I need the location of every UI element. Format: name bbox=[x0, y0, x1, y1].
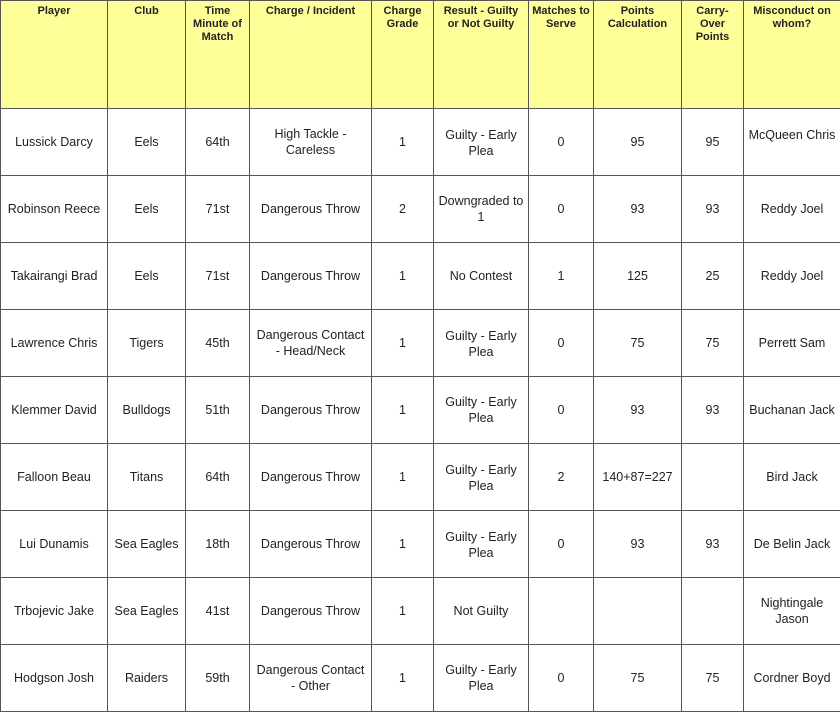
cell-result: Guilty - Early Plea bbox=[434, 310, 529, 377]
cell-carry-over: 25 bbox=[682, 243, 744, 310]
cell-carry-over: 75 bbox=[682, 310, 744, 377]
cell-club: Eels bbox=[108, 109, 186, 176]
cell-matches: 0 bbox=[529, 377, 594, 444]
cell-misconduct: Reddy Joel bbox=[744, 176, 840, 243]
header-matches-to-serve: Matches to Serve bbox=[529, 1, 594, 109]
header-carry-over-points: Carry-Over Points bbox=[682, 1, 744, 109]
cell-matches: 1 bbox=[529, 243, 594, 310]
header-points-calculation: Points Calculation bbox=[594, 1, 682, 109]
cell-charge: Dangerous Throw bbox=[250, 377, 372, 444]
cell-matches: 0 bbox=[529, 109, 594, 176]
cell-time: 71st bbox=[186, 176, 250, 243]
cell-grade: 2 bbox=[372, 176, 434, 243]
cell-carry-over: 93 bbox=[682, 511, 744, 578]
cell-result: Guilty - Early Plea bbox=[434, 109, 529, 176]
header-time-minute: Time Minute of Match bbox=[186, 1, 250, 109]
cell-points bbox=[594, 578, 682, 645]
cell-charge: Dangerous Contact - Head/Neck bbox=[250, 310, 372, 377]
cell-charge: Dangerous Throw bbox=[250, 444, 372, 511]
table-row bbox=[1, 578, 840, 645]
cell-club: Eels bbox=[108, 176, 186, 243]
cell-time: 59th bbox=[186, 645, 250, 712]
cell-grade: 1 bbox=[372, 444, 434, 511]
cell-misconduct: Bird Jack bbox=[744, 444, 840, 511]
cell-result: Guilty - Early Plea bbox=[434, 645, 529, 712]
cell-player: Takairangi Brad bbox=[1, 243, 108, 310]
cell-misconduct: McQueen Chris bbox=[744, 109, 840, 176]
cell-carry-over bbox=[682, 444, 744, 511]
cell-matches: 0 bbox=[529, 176, 594, 243]
cell-time: 51th bbox=[186, 377, 250, 444]
cell-charge: Dangerous Throw bbox=[250, 176, 372, 243]
cell-points: 93 bbox=[594, 511, 682, 578]
table-row bbox=[1, 511, 840, 578]
cell-player: Lui Dunamis bbox=[1, 511, 108, 578]
cell-misconduct: Reddy Joel bbox=[744, 243, 840, 310]
cell-carry-over: 93 bbox=[682, 377, 744, 444]
cell-matches bbox=[529, 578, 594, 645]
cell-misconduct: Cordner Boyd bbox=[744, 645, 840, 712]
cell-charge: Dangerous Contact - Other bbox=[250, 645, 372, 712]
cell-misconduct: Nightingale Jason bbox=[744, 578, 840, 645]
cell-charge: Dangerous Throw bbox=[250, 578, 372, 645]
table-row bbox=[1, 109, 840, 176]
cell-carry-over bbox=[682, 578, 744, 645]
header-row bbox=[1, 1, 840, 109]
cell-club: Eels bbox=[108, 243, 186, 310]
cell-points: 75 bbox=[594, 310, 682, 377]
cell-points: 93 bbox=[594, 377, 682, 444]
table-row bbox=[1, 645, 840, 712]
cell-grade: 1 bbox=[372, 310, 434, 377]
cell-points: 93 bbox=[594, 176, 682, 243]
cell-grade: 1 bbox=[372, 645, 434, 712]
header-charge-incident: Charge / Incident bbox=[250, 1, 372, 109]
cell-matches: 0 bbox=[529, 310, 594, 377]
cell-time: 64th bbox=[186, 109, 250, 176]
cell-club: Tigers bbox=[108, 310, 186, 377]
cell-player: Robinson Reece bbox=[1, 176, 108, 243]
cell-time: 18th bbox=[186, 511, 250, 578]
header-player: Player bbox=[1, 1, 108, 109]
cell-misconduct: De Belin Jack bbox=[744, 511, 840, 578]
cell-points: 125 bbox=[594, 243, 682, 310]
cell-points: 95 bbox=[594, 109, 682, 176]
cell-club: Titans bbox=[108, 444, 186, 511]
cell-result: Guilty - Early Plea bbox=[434, 511, 529, 578]
cell-carry-over: 93 bbox=[682, 176, 744, 243]
cell-time: 41st bbox=[186, 578, 250, 645]
cell-time: 45th bbox=[186, 310, 250, 377]
cell-result: Guilty - Early Plea bbox=[434, 444, 529, 511]
cell-grade: 1 bbox=[372, 511, 434, 578]
table-row bbox=[1, 377, 840, 444]
header-charge-grade: Charge Grade bbox=[372, 1, 434, 109]
cell-club: Sea Eagles bbox=[108, 511, 186, 578]
cell-player: Trbojevic Jake bbox=[1, 578, 108, 645]
cell-carry-over: 95 bbox=[682, 109, 744, 176]
cell-time: 71st bbox=[186, 243, 250, 310]
cell-misconduct: Buchanan Jack bbox=[744, 377, 840, 444]
cell-points: 140+87=227 bbox=[594, 444, 682, 511]
header-misconduct-on-whom: Misconduct on whom? bbox=[744, 1, 840, 109]
cell-grade: 1 bbox=[372, 578, 434, 645]
cell-player: Falloon Beau bbox=[1, 444, 108, 511]
header-club: Club bbox=[108, 1, 186, 109]
table-row bbox=[1, 243, 840, 310]
cell-club: Sea Eagles bbox=[108, 578, 186, 645]
cell-matches: 2 bbox=[529, 444, 594, 511]
cell-club: Raiders bbox=[108, 645, 186, 712]
cell-misconduct: Perrett Sam bbox=[744, 310, 840, 377]
cell-charge: Dangerous Throw bbox=[250, 511, 372, 578]
cell-player: Klemmer David bbox=[1, 377, 108, 444]
header-result: Result - Guilty or Not Guilty bbox=[434, 1, 529, 109]
cell-grade: 1 bbox=[372, 109, 434, 176]
cell-matches: 0 bbox=[529, 511, 594, 578]
cell-time: 64th bbox=[186, 444, 250, 511]
cell-result: Downgraded to 1 bbox=[434, 176, 529, 243]
table-row bbox=[1, 444, 840, 511]
table-row bbox=[1, 176, 840, 243]
table-row bbox=[1, 310, 840, 377]
cell-matches: 0 bbox=[529, 645, 594, 712]
cell-player: Lawrence Chris bbox=[1, 310, 108, 377]
cell-grade: 1 bbox=[372, 377, 434, 444]
cell-points: 75 bbox=[594, 645, 682, 712]
cell-player: Hodgson Josh bbox=[1, 645, 108, 712]
cell-result: No Contest bbox=[434, 243, 529, 310]
cell-grade: 1 bbox=[372, 243, 434, 310]
cell-result: Guilty - Early Plea bbox=[434, 377, 529, 444]
cell-player: Lussick Darcy bbox=[1, 109, 108, 176]
cell-club: Bulldogs bbox=[108, 377, 186, 444]
cell-carry-over: 75 bbox=[682, 645, 744, 712]
cell-charge: High Tackle - Careless bbox=[250, 109, 372, 176]
cell-charge: Dangerous Throw bbox=[250, 243, 372, 310]
cell-result: Not Guilty bbox=[434, 578, 529, 645]
